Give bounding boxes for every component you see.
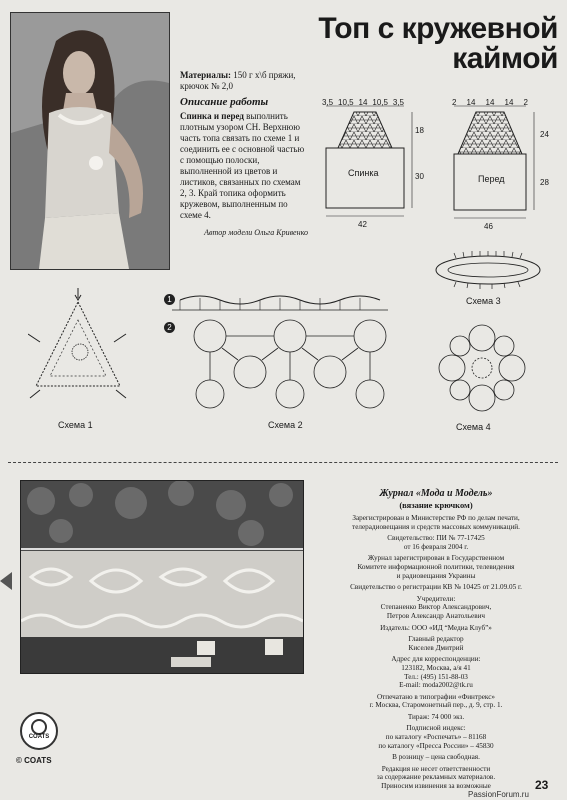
imprint-line: Зарегистрирован в Министерстве РФ по делам печати,	[352, 514, 520, 522]
description	[180, 96, 308, 238]
imprint	[316, 488, 556, 791]
section-divider	[8, 462, 558, 463]
imprint-line: Киселев Дмитрий	[408, 643, 464, 652]
front-diagram	[454, 106, 534, 218]
back-width: 42	[358, 220, 367, 229]
page-title-line-2: каймой	[452, 42, 558, 75]
lace-photo	[20, 480, 304, 674]
materials-label: Материалы:	[180, 70, 232, 80]
imprint-line: телерадиовещания и средств массовых коммуникаций.	[352, 522, 520, 531]
schema-4-label: Схема 4	[456, 422, 491, 432]
imprint-line: Тел.: (495) 151-88-03	[404, 672, 468, 681]
imprint-line: г. Москва, Старомонетный пер., д. 9, стр. 1.	[369, 701, 503, 710]
materials	[180, 70, 310, 92]
page-number: 23	[535, 778, 549, 792]
description-body: выполнить плотным узором СН. Верхнюю часть топа связать по схеме 1 и соединить ее с основной частью с помощью полоски, выполненной из цветов и листиков, связанных по схемам 2, 3. Край топика оформить кружевом, выполненным по схеме 4.	[180, 111, 305, 220]
imprint-line: Учредители:	[416, 594, 456, 603]
front-dim-4: 14	[504, 98, 514, 107]
row-2-number: 2	[167, 323, 172, 332]
page-arrow-icon	[0, 572, 12, 590]
back-dim-1: 3,5	[322, 98, 334, 107]
imprint-line: Комитете информационной политики, телевидения	[357, 562, 515, 571]
imprint-line: Подписной индекс:	[406, 724, 466, 733]
imprint-line: Отпечатано в типографии «Финтрекс»	[376, 692, 496, 701]
imprint-line: Петров Александр Анатольевич	[386, 611, 486, 620]
materials-text: 150 г х\б пряжи, крючок № 2,0	[180, 70, 296, 91]
imprint-line: и радиовещания Украины	[396, 571, 476, 580]
back-dim-2: 10,5	[338, 98, 354, 107]
description-lead: Спинка и перед	[180, 111, 244, 121]
imprint-line: Издатель: ООО «ИД “Медиа Клуб”»	[380, 623, 492, 632]
schema-2-art	[160, 292, 400, 416]
front-top-dims	[452, 98, 528, 107]
row-1-marker	[164, 294, 175, 305]
model-photo-art	[11, 13, 169, 269]
imprint-line: Тираж: 74 000 экз.	[407, 712, 465, 721]
imprint-line: за содержание рекламных материалов.	[376, 773, 496, 782]
imprint-line: по каталогу «Пресса России» – 45830	[378, 741, 494, 750]
front-dim-5: 2	[523, 98, 528, 107]
imprint-journal: Журнал «Мода и Модель»	[379, 488, 493, 499]
coats-logo-mark	[31, 719, 47, 735]
description-body-block	[180, 111, 308, 221]
schema-2-label: Схема 2	[268, 420, 303, 430]
schema-3-label: Схема 3	[466, 296, 501, 306]
back-dim-3: 14	[358, 98, 368, 107]
front-height-top: 24	[540, 130, 549, 139]
front-dim-3: 14	[485, 98, 495, 107]
back-diagram	[326, 106, 412, 216]
imprint-line: Степаненко Виктор Александрович,	[380, 603, 492, 612]
coats-logo-text: COATS	[28, 734, 50, 740]
imprint-line: E-mail: moda2002@tk.ru	[399, 681, 473, 690]
imprint-subtitle: (вязание крючком)	[399, 500, 473, 510]
back-dim-4: 10,5	[372, 98, 388, 107]
imprint-line: Журнал зарегистрирован в Государственном	[367, 554, 505, 563]
front-dim-2: 14	[466, 98, 476, 107]
back-dim-5: 3,5	[392, 98, 404, 107]
row-1-number: 1	[167, 295, 172, 304]
imprint-line: Приносим извинения за возможные	[381, 782, 491, 791]
page-title-line-1: Топ с кружевной	[318, 12, 558, 45]
schema-1-label: Схема 1	[58, 420, 93, 430]
imprint-line: 123182, Москва, а/я 41	[401, 663, 471, 672]
watermark: PassionForum.ru	[468, 790, 529, 799]
model-author: Автор модели Ольга Кривенко	[204, 228, 308, 237]
imprint-lines	[316, 514, 556, 791]
back-label: Спинка	[348, 168, 379, 178]
front-label: Перед	[478, 174, 505, 184]
coats-logo	[20, 712, 58, 750]
imprint-line: Редакция не несет ответственности	[381, 764, 491, 773]
lace-photo-art	[21, 481, 303, 673]
front-height-bottom: 28	[540, 178, 549, 187]
back-height-top: 18	[415, 126, 424, 135]
schema-4-art	[432, 318, 532, 418]
imprint-line: Свидетельство: ПИ № 77-17425	[387, 534, 485, 543]
page-title	[240, 14, 558, 74]
imprint-line: Свидетельство о регистрации КВ № 10425 от 21.09.05 г.	[350, 583, 522, 592]
row-2-marker	[164, 322, 175, 333]
imprint-line: Адрес для корреспонденции:	[391, 655, 481, 664]
back-top-dims	[322, 98, 404, 107]
schema-1-art	[28, 286, 128, 404]
front-dim-1: 2	[452, 98, 457, 107]
garment-diagrams	[318, 92, 558, 234]
front-width: 46	[484, 222, 493, 231]
imprint-line: от 16 февраля 2004 г.	[403, 542, 469, 551]
schema-3-art	[428, 248, 548, 292]
imprint-line: по каталогу «Роспечать» – 81168	[385, 733, 487, 742]
coats-copyright: © COATS	[16, 756, 52, 765]
imprint-line: Главный редактор	[408, 635, 464, 644]
model-photo	[10, 12, 170, 270]
description-heading: Описание работы	[180, 96, 269, 108]
imprint-line: В розницу – цена свободная.	[392, 753, 480, 762]
back-height-bottom: 30	[415, 172, 424, 181]
